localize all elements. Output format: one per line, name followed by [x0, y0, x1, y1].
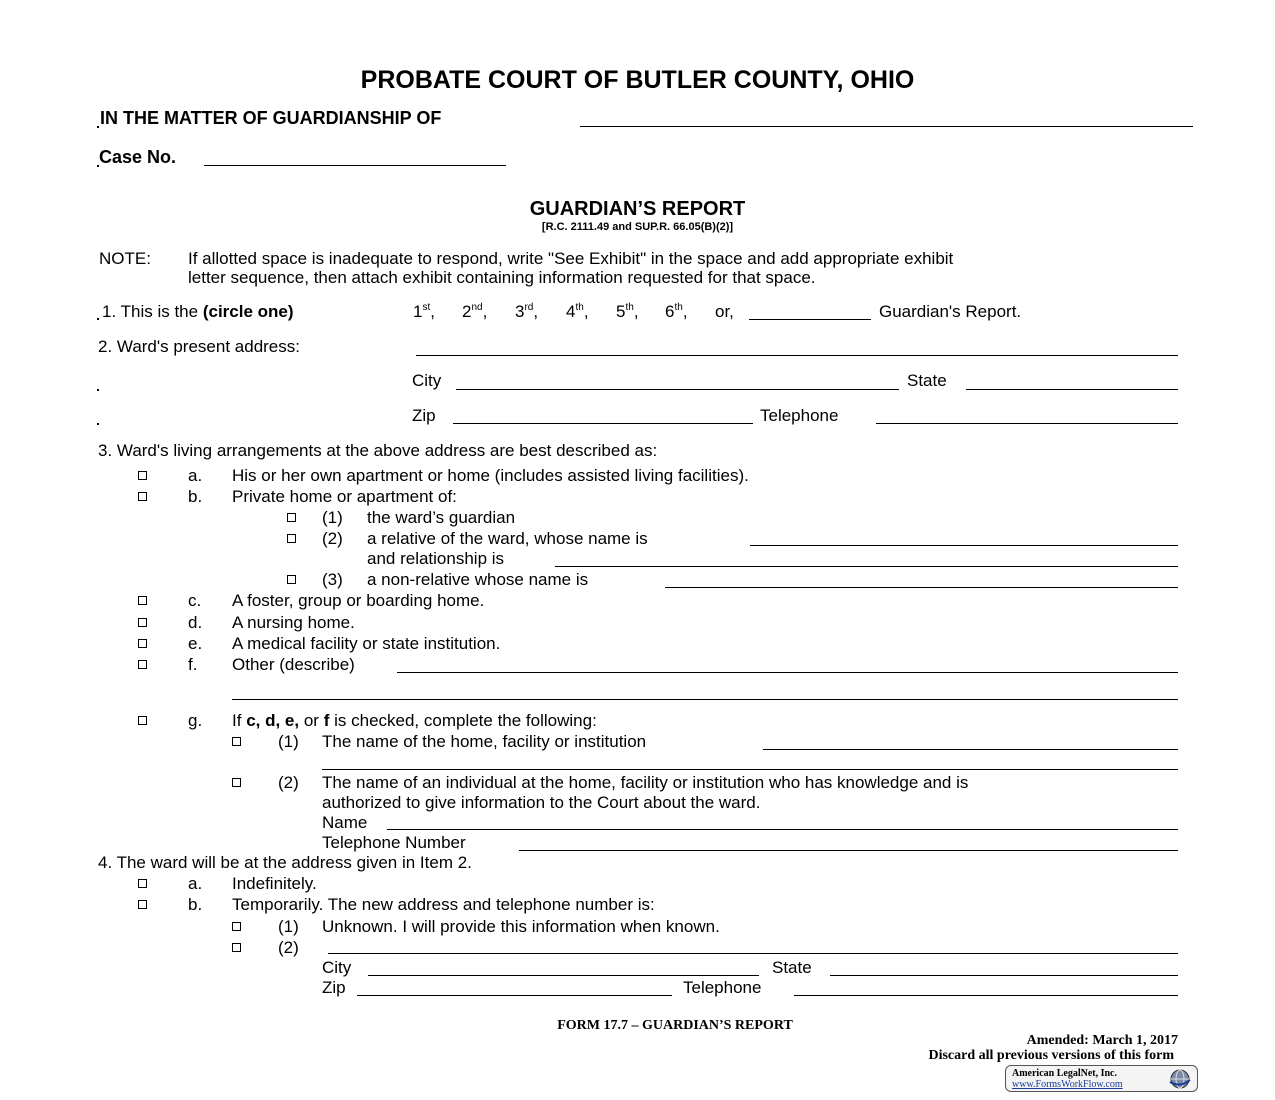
form-name: FORM 17.7 – GUARDIAN’S REPORT [557, 1018, 793, 1033]
item3-b1-num: (1) [322, 508, 343, 527]
item1-text [102, 302, 294, 322]
item3-c-letter: c. [188, 591, 202, 610]
item4-address-field[interactable] [328, 953, 1178, 954]
amended-date: Amended: March 1, 2017 [1026, 1033, 1178, 1048]
item3-b3-text: a non-relative whose name is [367, 570, 589, 589]
item3-b-text: Private home or apartment of: [232, 487, 457, 506]
item3-d-letter: d. [188, 613, 203, 632]
item4-a-checkbox[interactable] [138, 879, 147, 888]
item1-ordinal-3[interactable]: 3rd, [515, 302, 539, 321]
item4-b2-checkbox[interactable] [232, 943, 241, 952]
item3-b2-relationship-field[interactable] [555, 566, 1178, 567]
item4-intro: 4. The ward will be at the address given in Item 2. [98, 853, 472, 872]
item3-g2-name-label: Name [322, 813, 368, 832]
item3-a-letter: a. [188, 466, 203, 485]
discard-notice: Discard all previous versions of this form [928, 1048, 1174, 1063]
item3-f-letter: f. [188, 655, 198, 674]
item2-state-label: State [907, 371, 947, 390]
item3-b-letter: b. [188, 487, 203, 506]
item3-c-checkbox[interactable] [138, 596, 147, 605]
item3-g-text: If c, d, e, or f is checked, complete the following: [232, 711, 597, 730]
item4-b1-checkbox[interactable] [232, 922, 241, 931]
item1-ordinal-2[interactable]: 2nd, [462, 302, 488, 321]
item1-number: 1. [102, 302, 117, 321]
item3-g1-checkbox[interactable] [232, 737, 241, 746]
item4-state-label: State [772, 958, 812, 977]
item4-b2-num: (2) [278, 938, 299, 957]
item3-b2-num: (2) [322, 529, 343, 548]
item3-e-text: A medical facility or state institution. [232, 634, 501, 653]
item3-d-text: A nursing home. [232, 613, 355, 632]
case-label: Case No. [99, 147, 177, 167]
item3-c-text: A foster, group or boarding home. [232, 591, 485, 610]
item3-f-text: Other (describe) [232, 655, 355, 674]
item3-g1-num: (1) [278, 732, 299, 751]
item4-zip-field[interactable] [357, 995, 672, 996]
margin-mark [97, 389, 99, 391]
item3-b2-checkbox[interactable] [287, 534, 296, 543]
item1-ordinal-4[interactable]: 4th, [566, 302, 589, 321]
item1-ordinal-6[interactable]: 6th, [665, 302, 688, 321]
item3-b-checkbox[interactable] [138, 492, 147, 501]
item3-e-checkbox[interactable] [138, 639, 147, 648]
globe-icon [1168, 1068, 1192, 1090]
item2-telephone-label: Telephone [760, 406, 839, 425]
item4-b-letter: b. [188, 895, 203, 914]
matter-label: IN THE MATTER OF GUARDIANSHIP OF [100, 108, 442, 128]
item4-zip-label: Zip [322, 978, 346, 997]
item3-g2-name-field[interactable] [387, 829, 1178, 830]
item3-b2-text: a relative of the ward, whose name is [367, 529, 648, 548]
item3-f-checkbox[interactable] [138, 660, 147, 669]
item3-g2-phone-field[interactable] [519, 850, 1178, 851]
item3-g1-text: The name of the home, facility or institution [322, 732, 647, 751]
note-line-2: letter sequence, then attach exhibit containing information requested for that space. [188, 268, 816, 287]
item3-b3-name-field[interactable] [665, 587, 1178, 588]
item3-b3-num: (3) [322, 570, 343, 589]
item3-a-checkbox[interactable] [138, 471, 147, 480]
item3-g2-checkbox[interactable] [232, 778, 241, 787]
item2-zip-field[interactable] [453, 423, 753, 424]
item2-zip-label: Zip [412, 406, 436, 425]
case-number-field[interactable] [204, 165, 506, 166]
item2-city-label: City [412, 371, 442, 390]
item1-label: This is the [120, 302, 199, 321]
logo-url: www.FormsWorkFlow.com [1012, 1079, 1123, 1090]
item4-telephone-label: Telephone [683, 978, 762, 997]
item4-city-field[interactable] [368, 975, 759, 976]
note-line-1: If allotted space is inadequate to respond, write "See Exhibit" in the space and add appropriate exhibit [188, 249, 954, 268]
item2-state-field[interactable] [966, 389, 1178, 390]
item3-g-checkbox[interactable] [138, 716, 147, 725]
item4-state-field[interactable] [830, 975, 1178, 976]
matter-name-field[interactable] [580, 126, 1193, 127]
item2-address-field[interactable] [416, 355, 1178, 356]
item4-city-label: City [322, 958, 352, 977]
item4-b-checkbox[interactable] [138, 900, 147, 909]
item3-f-describe-field-2[interactable] [232, 699, 1178, 700]
item2-label: 2. Ward's present address: [98, 337, 300, 356]
margin-mark [97, 318, 99, 320]
report-title: GUARDIAN’S REPORT [529, 198, 746, 220]
item4-b1-text: Unknown. I will provide this information when known. [322, 917, 720, 936]
item3-g1-institution-field[interactable] [763, 749, 1178, 750]
item3-b2-relationship-label: and relationship is [367, 549, 505, 568]
item3-b1-text: the ward’s guardian [367, 508, 516, 527]
item1-ordinal-5[interactable]: 5th, [616, 302, 639, 321]
item3-g1-institution-field-2[interactable] [322, 769, 1178, 770]
item3-g2-line1: The name of an individual at the home, facility or institution who has knowledge and is [322, 773, 969, 792]
item3-b1-checkbox[interactable] [287, 513, 296, 522]
item4-a-text: Indefinitely. [232, 874, 317, 893]
item3-g2-line2: authorized to give information to the Court about the ward. [322, 793, 761, 812]
american-legalnet-logo[interactable] [1005, 1065, 1198, 1092]
item1-other-field[interactable] [749, 319, 871, 320]
item3-g2-phone-label: Telephone Number [322, 833, 466, 852]
item1-ordinal-1[interactable]: 1st, [413, 302, 435, 321]
item4-b1-num: (1) [278, 917, 299, 936]
item1-circle-one: (circle one) [202, 302, 294, 321]
item2-city-field[interactable] [456, 389, 899, 390]
note-label: NOTE: [99, 249, 151, 268]
margin-mark [97, 126, 99, 128]
item3-d-checkbox[interactable] [138, 618, 147, 627]
item3-b2-name-field[interactable] [750, 545, 1178, 546]
court-title: PROBATE COURT OF BUTLER COUNTY, OHIO [360, 66, 915, 94]
item3-g2-num: (2) [278, 773, 299, 792]
item3-intro: 3. Ward's living arrangements at the above address are best described as: [98, 441, 658, 460]
logo-company: American LegalNet, Inc. [1012, 1068, 1117, 1079]
item4-b-text: Temporarily. The new address and telephone number is: [232, 895, 655, 914]
item4-a-letter: a. [188, 874, 203, 893]
item4-telephone-field[interactable] [794, 995, 1178, 996]
item3-b3-checkbox[interactable] [287, 575, 296, 584]
item3-a-text: His or her own apartment or home (includes assisted living facilities). [232, 466, 749, 485]
item3-f-describe-field[interactable] [397, 672, 1178, 673]
item1-suffix: Guardian's Report. [879, 302, 1022, 321]
report-citation: [R.C. 2111.49 and SUP.R. 66.05(B)(2)] [541, 221, 734, 233]
item2-telephone-field[interactable] [876, 423, 1178, 424]
item3-e-letter: e. [188, 634, 203, 653]
item1-or: or, [715, 302, 734, 321]
margin-mark [97, 423, 99, 425]
item3-g-letter: g. [188, 711, 203, 730]
